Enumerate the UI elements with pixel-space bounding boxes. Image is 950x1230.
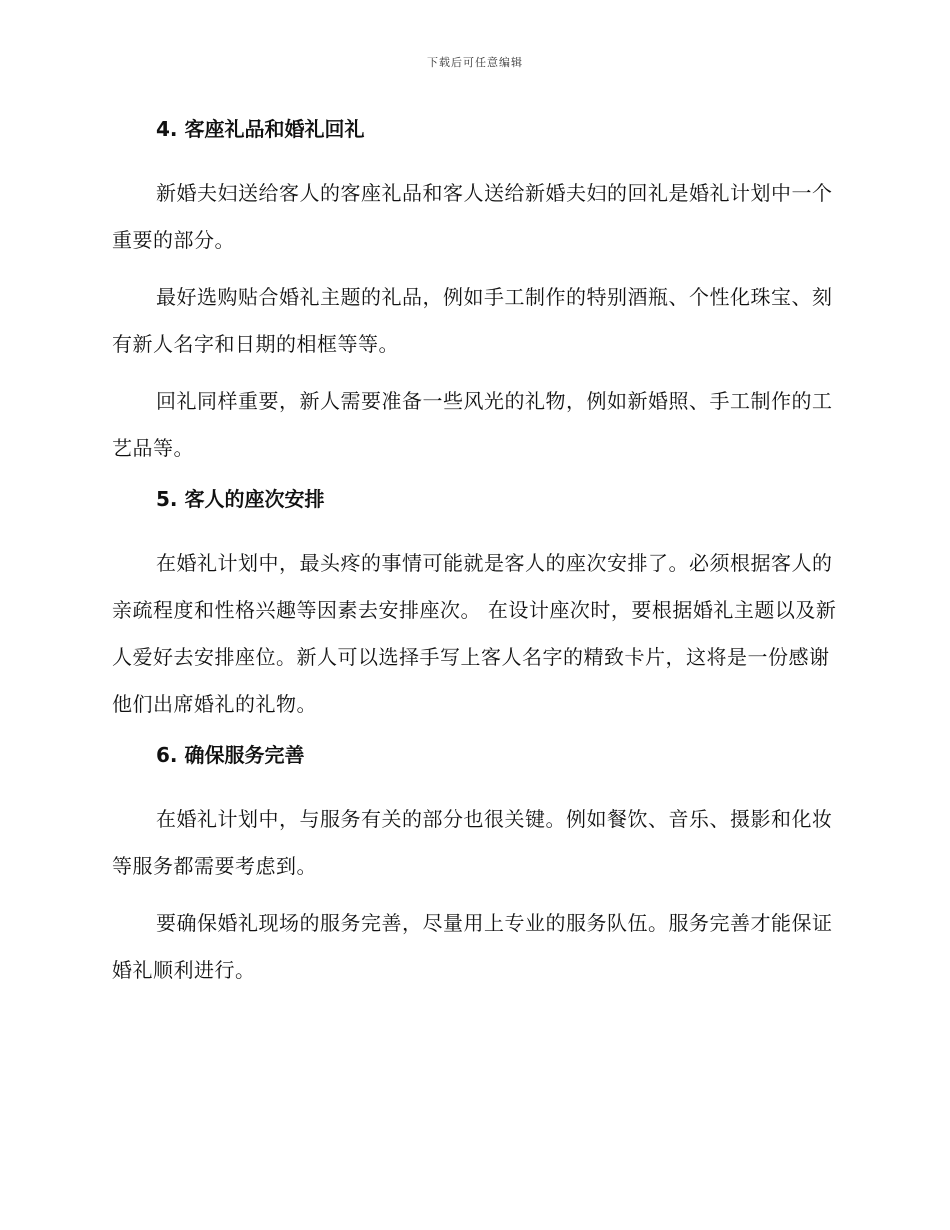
paragraph: 新婚夫妇送给客人的客座礼品和客人送给新婚夫妇的回礼是婚礼计划中一个重要的部分。 [112,181,833,252]
paragraph: 在婚礼计划中，最头疼的事情可能就是客人的座次安排了。必须根据客人的亲疏程度和性格兴趣等因素去安排座次。 在设计座次时，要根据婚礼主题以及新人爱好去安排座位。新人可以选择手写上客人名字的精致卡片，这将是一份感谢他们出席婚礼的礼物。 [112,551,837,716]
paragraph: 要确保婚礼现场的服务完善，尽量用上专业的服务队伍。服务完善才能保证婚礼顺利进行。 [112,911,833,982]
section-seating [112,482,840,728]
section-heading: 5. 客人的座次安排 [156,487,325,511]
section-guest-gifts [112,112,840,472]
paragraph: 在婚礼计划中，与服务有关的部分也很关键。例如餐饮、音乐、摄影和化妆等服务都需要考虑到。 [112,807,833,878]
section-services [112,738,840,994]
paragraph: 回礼同样重要，新人需要准备一些风光的礼物，例如新婚照、手工制作的工艺品等。 [112,389,833,460]
section-heading: 4. 客座礼品和婚礼回礼 [156,117,365,141]
page-header-note: 下载后可任意编辑 [427,56,523,69]
document-body [112,112,840,1004]
section-heading: 6. 确保服务完善 [156,743,305,767]
paragraph: 最好选购贴合婚礼主题的礼品，例如手工制作的特别酒瓶、个性化珠宝、刻有新人名字和日期的相框等等。 [112,285,833,356]
